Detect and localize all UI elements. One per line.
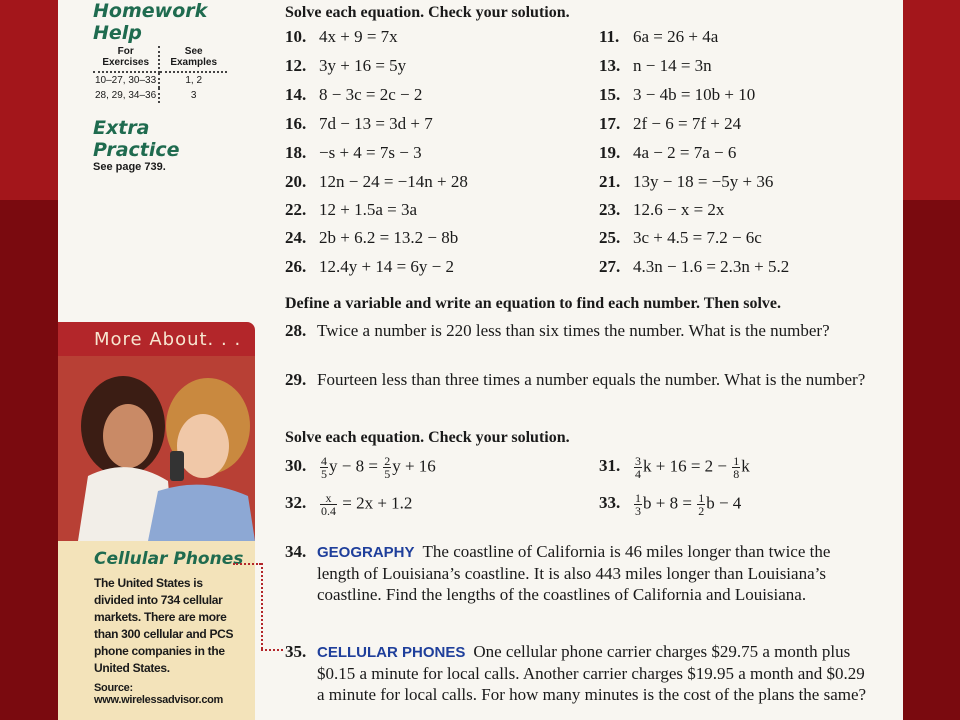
problem-text: The coastline of California is 46 miles longer than twice the length of Louisiana’s coastline. It is also 443 miles longer than Louisiana’s coastline. Find the lengths of the coastlines of California and Louisiana. — [317, 542, 831, 604]
exercise-number: 19. — [599, 143, 621, 162]
topic-label: GEOGRAPHY — [317, 544, 415, 561]
exercise-number: 34. — [285, 542, 307, 561]
col-exercises-header: For Exercises — [93, 46, 159, 72]
exercise-number: 35. — [285, 642, 307, 661]
homework-help-box — [93, 0, 233, 173]
equation-text: 13y − 18 = −5y + 36 — [633, 172, 774, 191]
exercise-item — [285, 257, 454, 277]
equation-text: = 2x + 1.2 — [338, 493, 413, 513]
exercise-30 — [285, 455, 436, 480]
word-problem-29 — [285, 369, 875, 390]
fact-body: The United States is divided into 734 cellular markets. There are more than 300 cellular and PCS phone companies in the United States. — [94, 576, 234, 675]
exercise-number: 21. — [599, 172, 621, 191]
fraction: $\frac{1}{2}$ — [698, 491, 705, 518]
equation-text: k — [741, 456, 750, 476]
homework-help-title: Homework Help — [93, 0, 208, 44]
exercise-number: 11. — [599, 27, 620, 46]
exercise-number: 20. — [285, 172, 307, 191]
col-examples-header: See Examples — [159, 46, 227, 72]
more-about-panel — [58, 322, 255, 720]
exercise-text — [317, 641, 875, 705]
equation-text: 7d − 13 = 3d + 7 — [319, 114, 433, 133]
girls-on-phone-photo — [58, 356, 255, 541]
connector-line — [233, 563, 261, 565]
exercise-text — [317, 541, 875, 605]
equation-text: b + 8 = — [643, 493, 697, 513]
exercise-number: 27. — [599, 257, 621, 276]
equation-text: 12.4y + 14 = 6y − 2 — [319, 257, 455, 276]
exercise-item — [285, 172, 468, 192]
equation-text: 4.3n − 1.6 = 2.3n + 5.2 — [633, 257, 790, 276]
exercise-number: 13. — [599, 56, 621, 75]
equation-text: y + 16 — [392, 456, 436, 476]
textbook-page — [58, 0, 903, 720]
exercise-number: 18. — [285, 143, 307, 162]
equation-text: 4a − 2 = 7a − 6 — [633, 143, 737, 162]
exercise-33 — [599, 492, 741, 517]
word-problem-35 — [285, 641, 875, 705]
exercise-item — [285, 143, 422, 163]
extra-practice-title: Extra Practice — [93, 117, 180, 161]
exercise-item — [599, 27, 718, 47]
exercise-item — [599, 228, 762, 248]
exercise-number: 23. — [599, 200, 621, 219]
equation-text: b − 4 — [706, 493, 742, 513]
exercise-item — [285, 56, 406, 76]
fraction: $\frac{x}{0.4}$ — [321, 491, 336, 518]
exercise-item — [285, 85, 422, 105]
exercise-item — [285, 27, 398, 47]
connector-line — [261, 649, 283, 651]
section-heading: Solve each equation. Check your solution. — [285, 4, 570, 21]
exercise-32 — [285, 492, 412, 517]
table-row — [93, 88, 227, 103]
word-problem-34 — [285, 541, 875, 605]
table-row — [93, 72, 227, 88]
equation-text: 2f − 6 = 7f + 24 — [633, 114, 742, 133]
exercise-item — [285, 114, 433, 134]
extra-practice-note: See page 739. — [93, 161, 166, 173]
exercise-number: 24. — [285, 228, 307, 247]
photo-illustration — [58, 356, 255, 541]
examples-cell: 3 — [190, 90, 197, 101]
exercise-item — [599, 114, 741, 134]
equation-text: 2b + 6.2 = 13.2 − 8b — [319, 228, 459, 247]
exercise-number: 14. — [285, 85, 307, 104]
equation-text: y − 8 = — [329, 456, 383, 476]
more-about-label: More About. . . — [94, 328, 242, 350]
equation-text: 12n − 24 = −14n + 28 — [319, 172, 468, 191]
exercise-item — [599, 85, 755, 105]
fraction: $\frac{3}{4}$ — [635, 454, 641, 481]
exercise-number: 16. — [285, 114, 307, 133]
exercise-number: 28. — [285, 321, 307, 340]
equation-text: 4x + 9 = 7x — [319, 27, 398, 46]
exercise-item — [599, 257, 789, 277]
exercise-number: 17. — [599, 114, 621, 133]
equation-text: −s + 4 = 7s − 3 — [319, 143, 422, 162]
exercise-text: Twice a number is 220 less than six times the number. What is the number? — [317, 321, 830, 340]
fraction: $\frac{1}{3}$ — [635, 491, 641, 518]
exercise-number: 26. — [285, 257, 307, 276]
exercise-number: 31. — [599, 456, 621, 476]
topic-label: CELLULAR PHONES — [317, 644, 466, 661]
exercises-cell: 10–27, 30–33 — [93, 72, 159, 88]
fraction: $\frac{1}{8}$ — [733, 454, 740, 481]
more-about-header — [58, 322, 255, 356]
exercise-number: 10. — [285, 27, 307, 46]
exercise-item — [599, 143, 736, 163]
exercise-number: 32. — [285, 493, 307, 513]
fact-topic: Cellular Phones — [94, 549, 244, 569]
exercise-item — [285, 200, 417, 220]
equation-text: 6a = 26 + 4a — [633, 27, 719, 46]
exercise-number: 33. — [599, 493, 621, 513]
equation-text: 3c + 4.5 = 7.2 − 6c — [633, 228, 762, 247]
section-heading: Define a variable and write an equation to find each number. Then solve. — [285, 295, 782, 312]
exercise-number: 29. — [285, 370, 307, 389]
examples-cell: 1, 2 — [185, 75, 203, 86]
exercise-31 — [599, 455, 750, 480]
section-heading: Solve each equation. Check your solution. — [285, 429, 570, 446]
exercise-item — [599, 172, 773, 192]
equation-text: n − 14 = 3n — [633, 56, 712, 75]
word-problem-28 — [285, 320, 875, 341]
problem-text: One cellular phone carrier charges $29.75 a month plus $0.15 a minute for local calls. Another carrier charges $19.95 a month and $0.29 a minute for local calls. For how many minutes is the cost of the plans the same? — [317, 642, 867, 704]
equation-text: 8 − 3c = 2c − 2 — [319, 85, 423, 104]
exercise-item — [599, 56, 712, 76]
exercise-text: Fourteen less than three times a number equals the number. What is the number? — [317, 370, 866, 389]
equation-text: 3y + 16 = 5y — [319, 56, 407, 75]
exercises-cell: 28, 29, 34–36 — [93, 88, 159, 103]
connector-line — [261, 563, 263, 649]
exercise-number: 15. — [599, 85, 621, 104]
fraction: $\frac{2}{5}$ — [384, 454, 391, 481]
fact-source: Source: www.wirelessadvisor.com — [94, 682, 224, 706]
equation-text: 3 − 4b = 10b + 10 — [633, 85, 756, 104]
exercise-number: 30. — [285, 456, 307, 476]
exercise-item — [285, 228, 458, 248]
fraction: $\frac{4}{5}$ — [321, 454, 327, 481]
equation-text: 12 + 1.5a = 3a — [319, 200, 418, 219]
exercise-item — [599, 200, 724, 220]
exercise-number: 12. — [285, 56, 307, 75]
equation-text: k + 16 = 2 − — [643, 456, 732, 476]
exercise-number: 25. — [599, 228, 621, 247]
exercise-number: 22. — [285, 200, 307, 219]
cellular-phones-fact-box — [58, 541, 255, 720]
homework-help-table — [93, 46, 227, 103]
equation-text: 12.6 − x = 2x — [633, 200, 725, 219]
